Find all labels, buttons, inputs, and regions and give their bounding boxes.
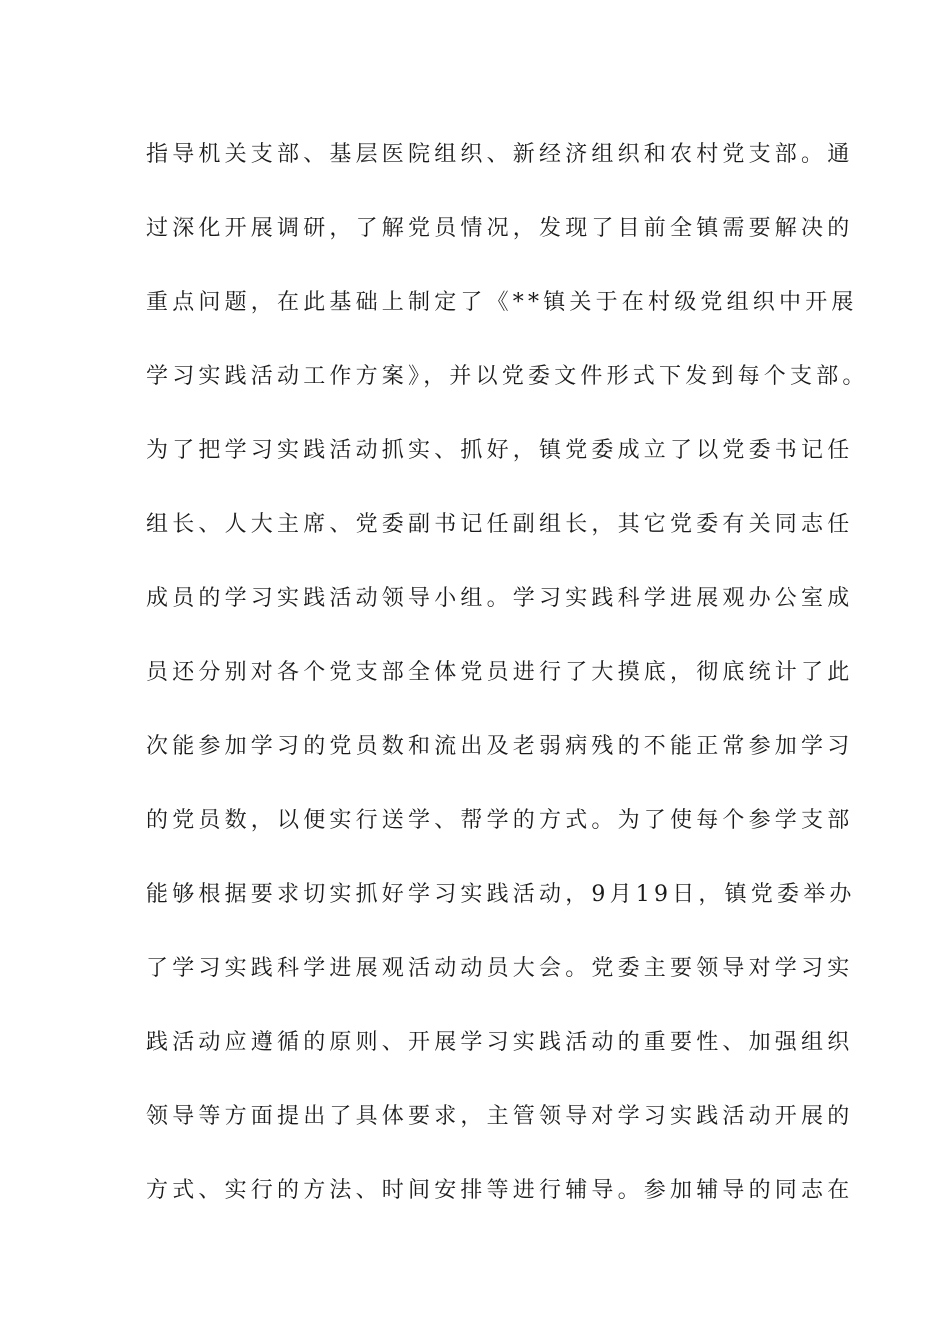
text-line: 次能参加学习的党员数和流出及老弱病残的不能正常参加学习: [146, 734, 854, 759]
text-line: 员还分别对各个党支部全体党员进行了大摸底，彻底统计了此: [146, 660, 854, 685]
text-line: 领导等方面提出了具体要求，主管领导对学习实践活动开展的: [146, 1104, 854, 1129]
text-line: 的党员数，以便实行送学、帮学的方式。为了使每个参学支部: [146, 808, 854, 833]
text-line: 能够根据要求切实抓好学习实践活动，9月19日，镇党委举办: [146, 882, 856, 907]
text-line: 组长、人大主席、党委副书记任副组长，其它党委有关同志任: [146, 512, 854, 537]
text-line: 学习实践活动工作方案》，并以党委文件形式下发到每个支部。: [146, 364, 869, 389]
text-line: 过深化开展调研，了解党员情况，发现了目前全镇需要解决的: [146, 216, 854, 241]
text-line: 指导机关支部、基层医院组织、新经济组织和农村党支部。通: [146, 142, 854, 167]
body-paragraph: [146, 135, 869, 1245]
text-line: 践活动应遵循的原则、开展学习实践活动的重要性、加强组织: [146, 1030, 854, 1055]
text-line: 方式、实行的方法、时间安排等进行辅导。参加辅导的同志在: [146, 1178, 854, 1203]
text-line: 重点问题，在此基础上制定了《**镇关于在村级党组织中开展: [146, 290, 858, 315]
text-line: 为了把学习实践活动抓实、抓好，镇党委成立了以党委书记任: [146, 438, 854, 463]
text-line: 成员的学习实践活动领导小组。学习实践科学进展观办公室成: [146, 586, 854, 611]
text-line: 了学习实践科学进展观活动动员大会。党委主要领导对学习实: [146, 956, 854, 981]
